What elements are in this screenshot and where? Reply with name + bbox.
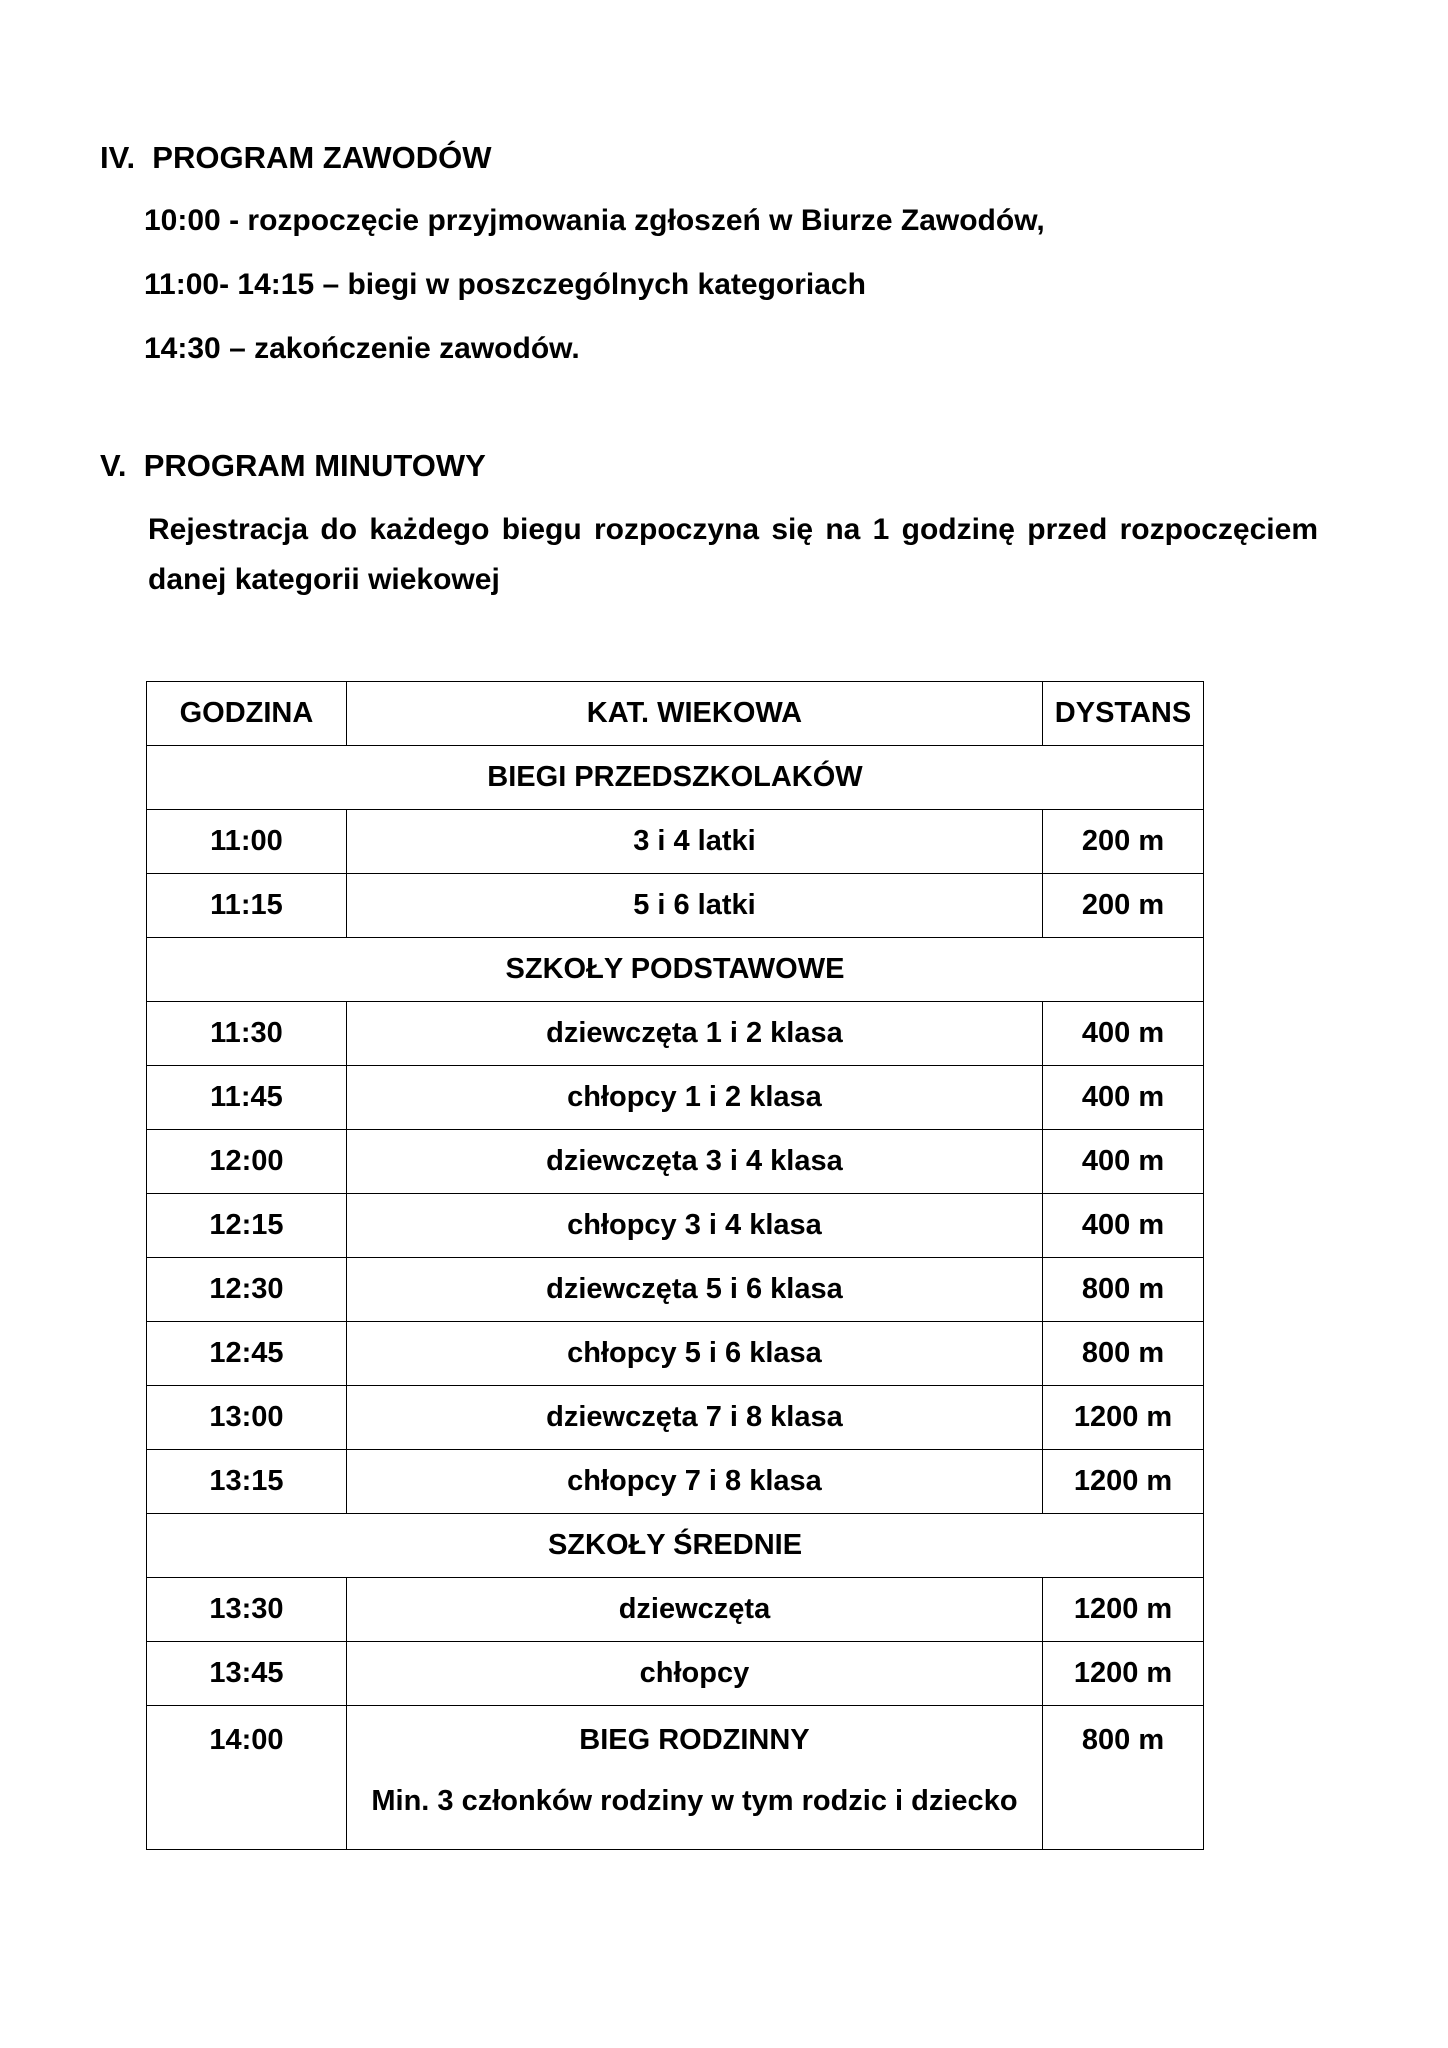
- registration-paragraph-line-1: Rejestracja do każdego biegu rozpoczyna się na 1 godzinę przed rozpoczęciem: [148, 513, 1318, 546]
- time-cell: 12:00: [147, 1130, 347, 1194]
- section-number: IV.: [100, 140, 136, 175]
- section-number: V.: [100, 448, 127, 483]
- distance-cell: 1200 m: [1043, 1386, 1204, 1450]
- time-cell: 13:30: [147, 1578, 347, 1642]
- category-cell: dziewczęta 7 i 8 klasa: [346, 1386, 1042, 1450]
- category-cell: dziewczęta 5 i 6 klasa: [346, 1258, 1042, 1322]
- time-cell: 11:45: [147, 1066, 347, 1130]
- table-row: [147, 1578, 1204, 1642]
- distance-cell: 400 m: [1043, 1194, 1204, 1258]
- header-kat-wiekowa: KAT. WIEKOWA: [346, 682, 1042, 746]
- distance-cell: 400 m: [1043, 1066, 1204, 1130]
- table-row: [147, 1130, 1204, 1194]
- table-row: [147, 1386, 1204, 1450]
- category-cell: chłopcy 1 i 2 klasa: [346, 1066, 1042, 1130]
- group-title: SZKOŁY ŚREDNIE: [147, 1514, 1204, 1578]
- schedule-table-body: [147, 682, 1204, 1850]
- table-row: [147, 1002, 1204, 1066]
- time-cell: 12:45: [147, 1322, 347, 1386]
- table-row: [147, 874, 1204, 938]
- distance-cell: 800 m: [1043, 1322, 1204, 1386]
- distance-cell: 1200 m: [1043, 1578, 1204, 1642]
- distance-cell: 400 m: [1043, 1130, 1204, 1194]
- distance-cell: 1200 m: [1043, 1642, 1204, 1706]
- time-cell: 11:15: [147, 874, 347, 938]
- program-line: 10:00 - rozpoczęcie przyjmowania zgłoszeń w Biurze Zawodów,: [144, 204, 1045, 237]
- header-dystans: DYSTANS: [1043, 682, 1204, 746]
- schedule-table: [146, 681, 1204, 1850]
- category-cell: 3 i 4 latki: [346, 810, 1042, 874]
- category-cell: chłopcy: [346, 1642, 1042, 1706]
- distance-cell: 400 m: [1043, 1002, 1204, 1066]
- program-line: 14:30 – zakończenie zawodów.: [144, 332, 580, 365]
- registration-paragraph-line-2: danej kategorii wiekowej: [148, 563, 500, 596]
- category-cell: dziewczęta 3 i 4 klasa: [346, 1130, 1042, 1194]
- category-cell: chłopcy 5 i 6 klasa: [346, 1322, 1042, 1386]
- time-cell: 13:15: [147, 1450, 347, 1514]
- table-row: [147, 1642, 1204, 1706]
- table-row: [147, 810, 1204, 874]
- group-title: SZKOŁY PODSTAWOWE: [147, 938, 1204, 1002]
- section-heading-program-minutowy: [100, 448, 486, 484]
- category-cell: dziewczęta: [346, 1578, 1042, 1642]
- header-godzina: GODZINA: [147, 682, 347, 746]
- time-cell: 14:00: [147, 1706, 347, 1850]
- distance-cell: 200 m: [1043, 810, 1204, 874]
- category-cell: dziewczęta 1 i 2 klasa: [346, 1002, 1042, 1066]
- category-cell: [346, 1706, 1042, 1850]
- section-title: PROGRAM ZAWODÓW: [152, 140, 492, 175]
- table-row: [147, 1258, 1204, 1322]
- section-title: PROGRAM MINUTOWY: [143, 448, 486, 483]
- table-row: [147, 1450, 1204, 1514]
- time-cell: 13:00: [147, 1386, 347, 1450]
- group-title: BIEGI PRZEDSZKOLAKÓW: [147, 746, 1204, 810]
- section-heading-program-zawodow: [100, 140, 492, 176]
- distance-cell: 800 m: [1043, 1706, 1204, 1850]
- group-row: [147, 1514, 1204, 1578]
- category-cell: 5 i 6 latki: [346, 874, 1042, 938]
- group-row: [147, 746, 1204, 810]
- distance-cell: 200 m: [1043, 874, 1204, 938]
- family-run-row: [147, 1706, 1204, 1850]
- category-cell: chłopcy 7 i 8 klasa: [346, 1450, 1042, 1514]
- distance-cell: 800 m: [1043, 1258, 1204, 1322]
- distance-cell: 1200 m: [1043, 1450, 1204, 1514]
- time-cell: 12:15: [147, 1194, 347, 1258]
- table-row: [147, 1194, 1204, 1258]
- time-cell: 13:45: [147, 1642, 347, 1706]
- table-row: [147, 1322, 1204, 1386]
- family-run-requirement: Min. 3 członków rodziny w tym rodzic i dziecko: [371, 1785, 1018, 1817]
- family-run-title: BIEG RODZINNY: [579, 1724, 810, 1756]
- table-row: [147, 1066, 1204, 1130]
- time-cell: 11:30: [147, 1002, 347, 1066]
- time-cell: 11:00: [147, 810, 347, 874]
- group-row: [147, 938, 1204, 1002]
- time-cell: 12:30: [147, 1258, 347, 1322]
- table-header-row: [147, 682, 1204, 746]
- category-cell: chłopcy 3 i 4 klasa: [346, 1194, 1042, 1258]
- program-line: 11:00- 14:15 – biegi w poszczególnych kategoriach: [144, 268, 866, 301]
